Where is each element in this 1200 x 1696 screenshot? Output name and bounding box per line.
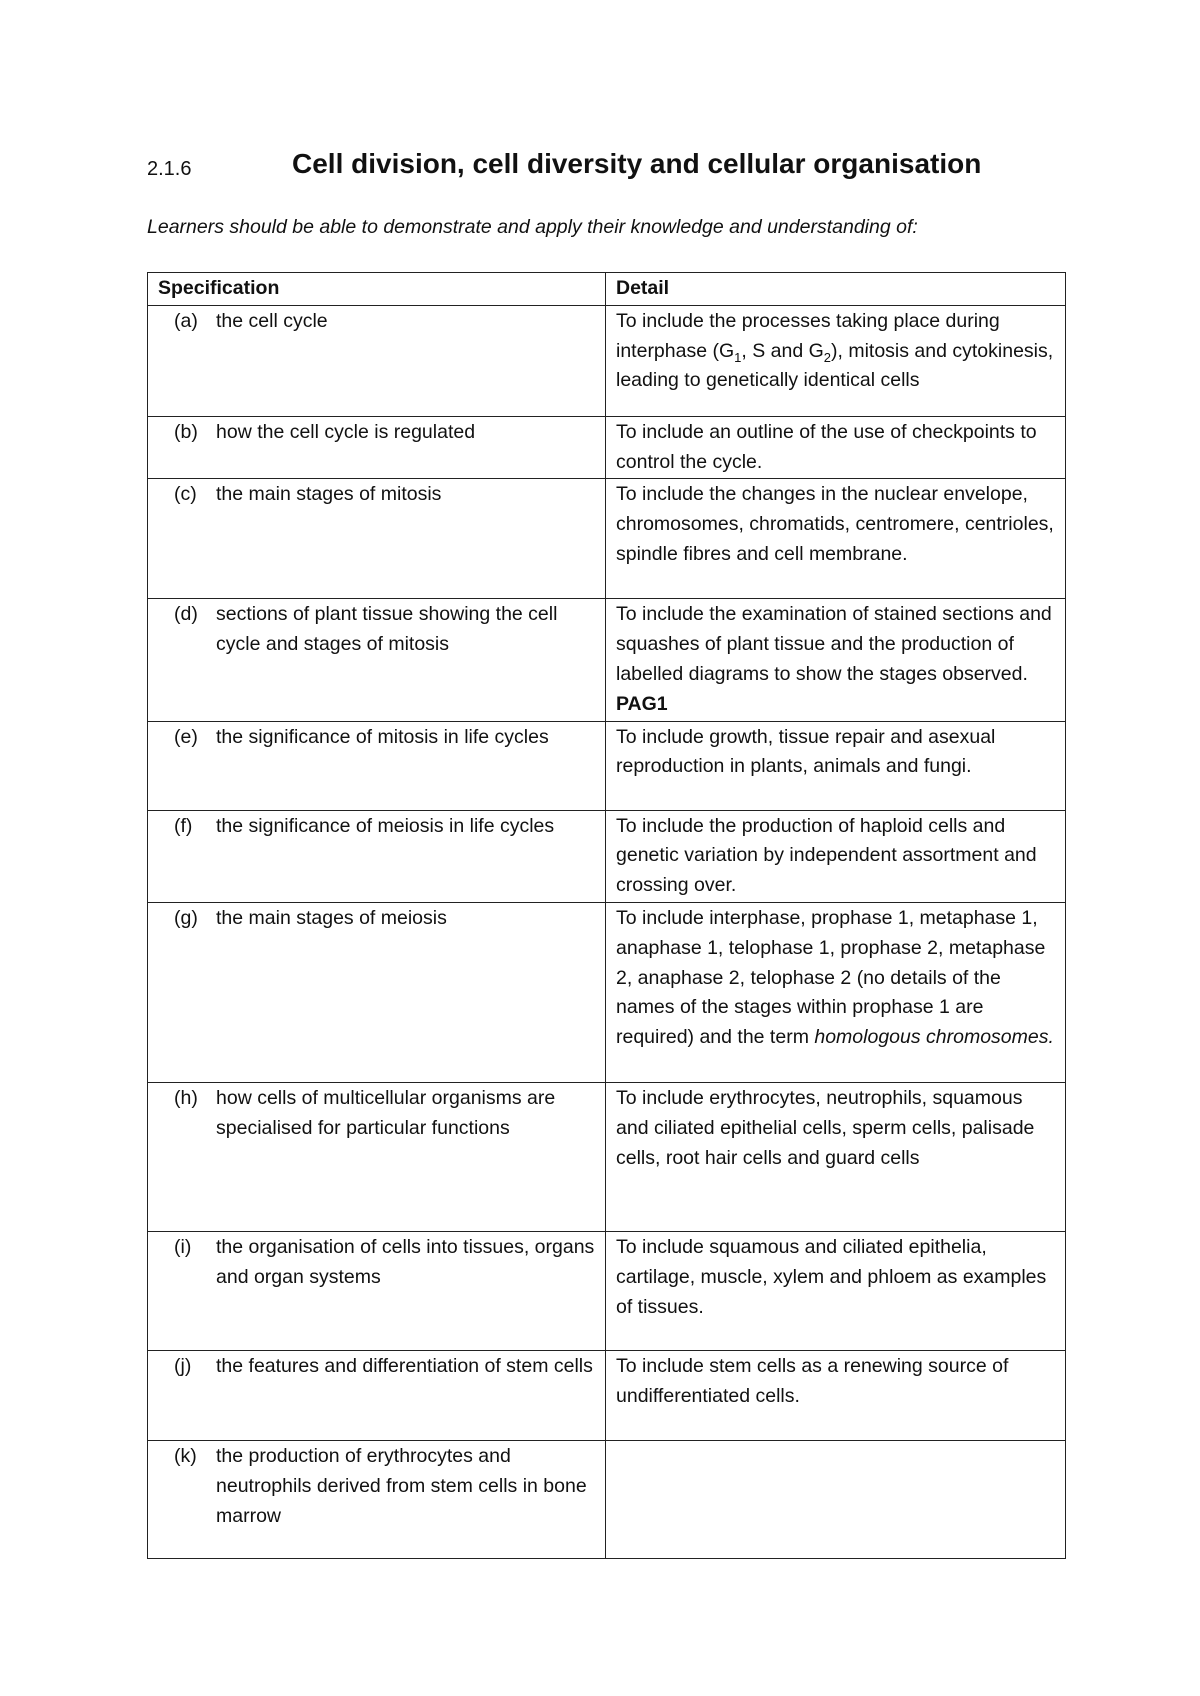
item-letter: (c) [174,483,197,506]
detail-text: To include an outline of the use of checkpoints to control the cycle. [616,420,1037,473]
detail-text: To include growth, tissue repair and asexual reproduction in plants, animals and fungi. [616,725,996,778]
detail-text-mid: , S and G [741,339,824,362]
column-header-specification: Specification [148,273,606,306]
specification-cell [148,479,606,599]
pag-badge: PAG1 [616,692,668,715]
specification-text: the production of erythrocytes and neutrophils derived from stem cells in bone marrow [216,1444,587,1527]
item-letter: (e) [174,725,198,748]
item-letter: (h) [174,1086,198,1109]
subscript-2: 2 [823,349,832,365]
detail-cell [606,416,1066,479]
specification-cell [148,721,606,810]
table-row [148,1231,1066,1350]
table-row [148,1082,1066,1231]
item-letter: (i) [174,1235,192,1258]
specification-text: the significance of meiosis in life cycles [216,814,555,837]
detail-term: homologous chromosomes. [814,1026,1054,1049]
detail-cell [606,810,1066,902]
detail-cell [606,1350,1066,1440]
table-row [148,1350,1066,1440]
table-row [148,479,1066,599]
specification-cell [148,1231,606,1350]
detail-text: To include the processes taking place during interphase (G [616,309,1000,362]
column-header-detail: Detail [606,273,1066,306]
table-row [148,810,1066,902]
specification-cell [148,416,606,479]
detail-text: To include stem cells as a renewing source of undifferentiated cells. [616,1354,1009,1407]
specification-cell [148,599,606,721]
detail-cell [606,599,1066,721]
item-letter: (d) [174,603,198,626]
detail-cell [606,721,1066,810]
table-row [148,416,1066,479]
specification-cell [148,902,606,1082]
item-letter: (k) [174,1444,197,1467]
detail-cell [606,1440,1066,1558]
table-row [148,305,1066,416]
detail-text: To include the production of haploid cells and genetic variation by independent assortment and crossing over. [616,814,1037,897]
specification-text: the cell cycle [216,309,328,332]
detail-cell [606,1082,1066,1231]
specification-text: the main stages of meiosis [216,906,447,929]
specification-text: how cells of multicellular organisms are specialised for particular functions [216,1086,556,1139]
detail-cell [606,479,1066,599]
item-letter: (g) [174,906,198,929]
detail-text: To include erythrocytes, neutrophils, squamous and ciliated epithelial cells, sperm cells, palisade cells, root hair cells and guard cells [616,1086,1035,1169]
specification-table [147,272,1066,1559]
specification-cell [148,1440,606,1558]
specification-cell [148,305,606,416]
specification-text: the organisation of cells into tissues, organs and organ systems [216,1235,595,1288]
page-title: Cell division, cell diversity and cellular organisation [292,148,982,179]
intro-text: Learners should be able to demonstrate and apply their knowledge and understanding of: [147,216,918,238]
section-header [147,148,1067,188]
table-row [148,1440,1066,1558]
detail-text-end: ), mitosis and cytokinesis, leading to genetically identical cells [616,339,1054,392]
specification-text: the main stages of mitosis [216,483,442,506]
section-number: 2.1.6 [147,158,192,180]
detail-cell [606,1231,1066,1350]
table-row [148,902,1066,1082]
specification-text: how the cell cycle is regulated [216,420,476,443]
detail-cell [606,305,1066,416]
detail-text: To include the changes in the nuclear envelope, chromosomes, chromatids, centromere, centrioles, spindle fibres and cell membrane. [616,483,1054,565]
table-row [148,599,1066,721]
detail-text: To include squamous and ciliated epithelia, cartilage, muscle, xylem and phloem as examples of tissues. [616,1235,1047,1318]
item-letter: (j) [174,1354,192,1377]
subscript-1: 1 [734,349,742,365]
specification-cell [148,810,606,902]
detail-text: To include interphase, prophase 1, metaphase 1, anaphase 1, telophase 1, prophase 2, metaphase 2, anaphase 2, telophase 2 (no details of the names of the stages within prophase 1 are required) and the term [616,906,1046,1049]
item-letter: (b) [174,420,198,443]
specification-text: the features and differentiation of stem cells [216,1354,593,1377]
specification-text: the significance of mitosis in life cycles [216,725,549,748]
table-row [148,721,1066,810]
item-letter: (a) [174,309,198,332]
specification-cell [148,1350,606,1440]
detail-text: To include the examination of stained sections and squashes of plant tissue and the production of labelled diagrams to show the stages observed. [616,603,1052,685]
specification-cell [148,1082,606,1231]
table-header-row [148,273,1066,306]
specification-text: sections of plant tissue showing the cell cycle and stages of mitosis [216,603,558,656]
detail-cell [606,902,1066,1082]
item-letter: (f) [174,814,193,837]
